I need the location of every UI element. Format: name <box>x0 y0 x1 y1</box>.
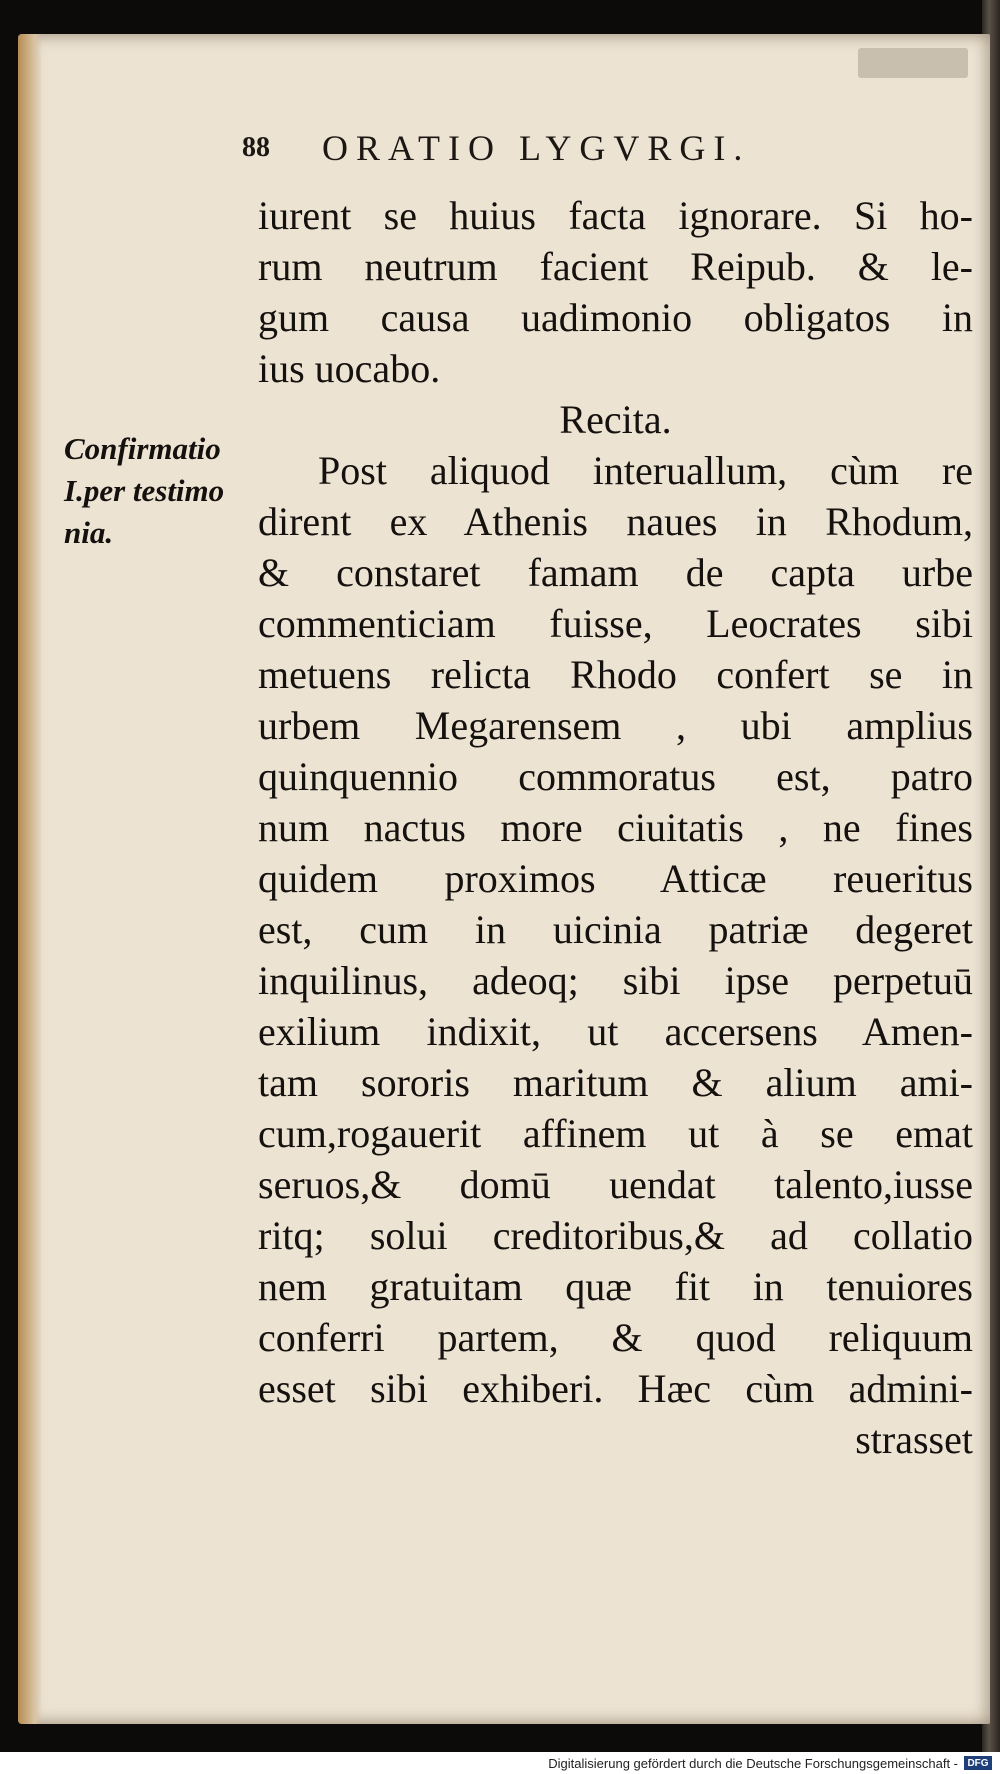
text-line: quidem proximos Atticæ reueritus <box>258 856 973 901</box>
text-line: commenticiam fuisse, Leocrates sibi <box>258 601 973 646</box>
body-text <box>258 190 973 1465</box>
text-line: ritq; solui creditoribus,& ad collatio <box>258 1213 973 1258</box>
page-tab <box>858 48 968 78</box>
text-line: num nactus more ciuitatis , ne fines <box>258 805 973 850</box>
marginal-note-line: Confirmatio <box>64 431 221 466</box>
funding-credit: Digitalisierung gefördert durch die Deutsche Forschungsgemeinschaft - <box>548 1755 958 1771</box>
digitization-footer <box>0 1752 1000 1774</box>
marginal-note-line: I.per testimo <box>64 473 225 508</box>
text-line: ius uocabo. <box>258 346 441 391</box>
text-line: esset sibi exhiberi. Hæc cùm admini- <box>258 1366 973 1411</box>
text-line: tam sororis maritum & alium ami- <box>258 1060 973 1105</box>
marginal-note <box>64 428 234 554</box>
text-line: dirent ex Athenis naues in Rhodum, <box>258 499 973 544</box>
text-line: est, cum in uicinia patriæ degeret <box>258 907 973 952</box>
catchword: strasset <box>855 1417 973 1462</box>
text-line: quinquennio commoratus est, patro <box>258 754 973 799</box>
text-line: exilium indixit, ut accersens Amen- <box>258 1009 973 1054</box>
text-line: & constaret famam de capta urbe <box>258 550 973 595</box>
text-line: metuens relicta Rhodo confert se in <box>258 652 973 697</box>
text-line: cum,rogauerit affinem ut à se emat <box>258 1111 973 1156</box>
dfg-logo-icon[interactable]: DFG <box>964 1756 992 1770</box>
text-line: iurent se huius facta ignorare. Si ho- <box>258 193 973 238</box>
text-line: urbem Megarensem , ubi amplius <box>258 703 973 748</box>
running-head <box>242 118 882 178</box>
text-line: conferri partem, & quod reliquum <box>258 1315 973 1360</box>
text-line: seruos,& domū uendat talento,iusse <box>258 1162 973 1207</box>
page-number: 88 <box>242 132 270 163</box>
running-head-title: ORATIO LYGVRGI. <box>322 128 751 168</box>
text-line: gum causa uadimonio obligatos in <box>258 295 973 340</box>
text-line: nem gratuitam quæ fit in tenuiores <box>258 1264 973 1309</box>
section-heading: Recita. <box>559 397 672 442</box>
text-line: Post aliquod interuallum, cùm re <box>318 448 973 493</box>
marginal-note-line: nia. <box>64 515 114 550</box>
text-line: inquilinus, adeoq; sibi ipse perpetuū <box>258 958 973 1003</box>
text-line: rum neutrum facient Reipub. & le- <box>258 244 973 289</box>
